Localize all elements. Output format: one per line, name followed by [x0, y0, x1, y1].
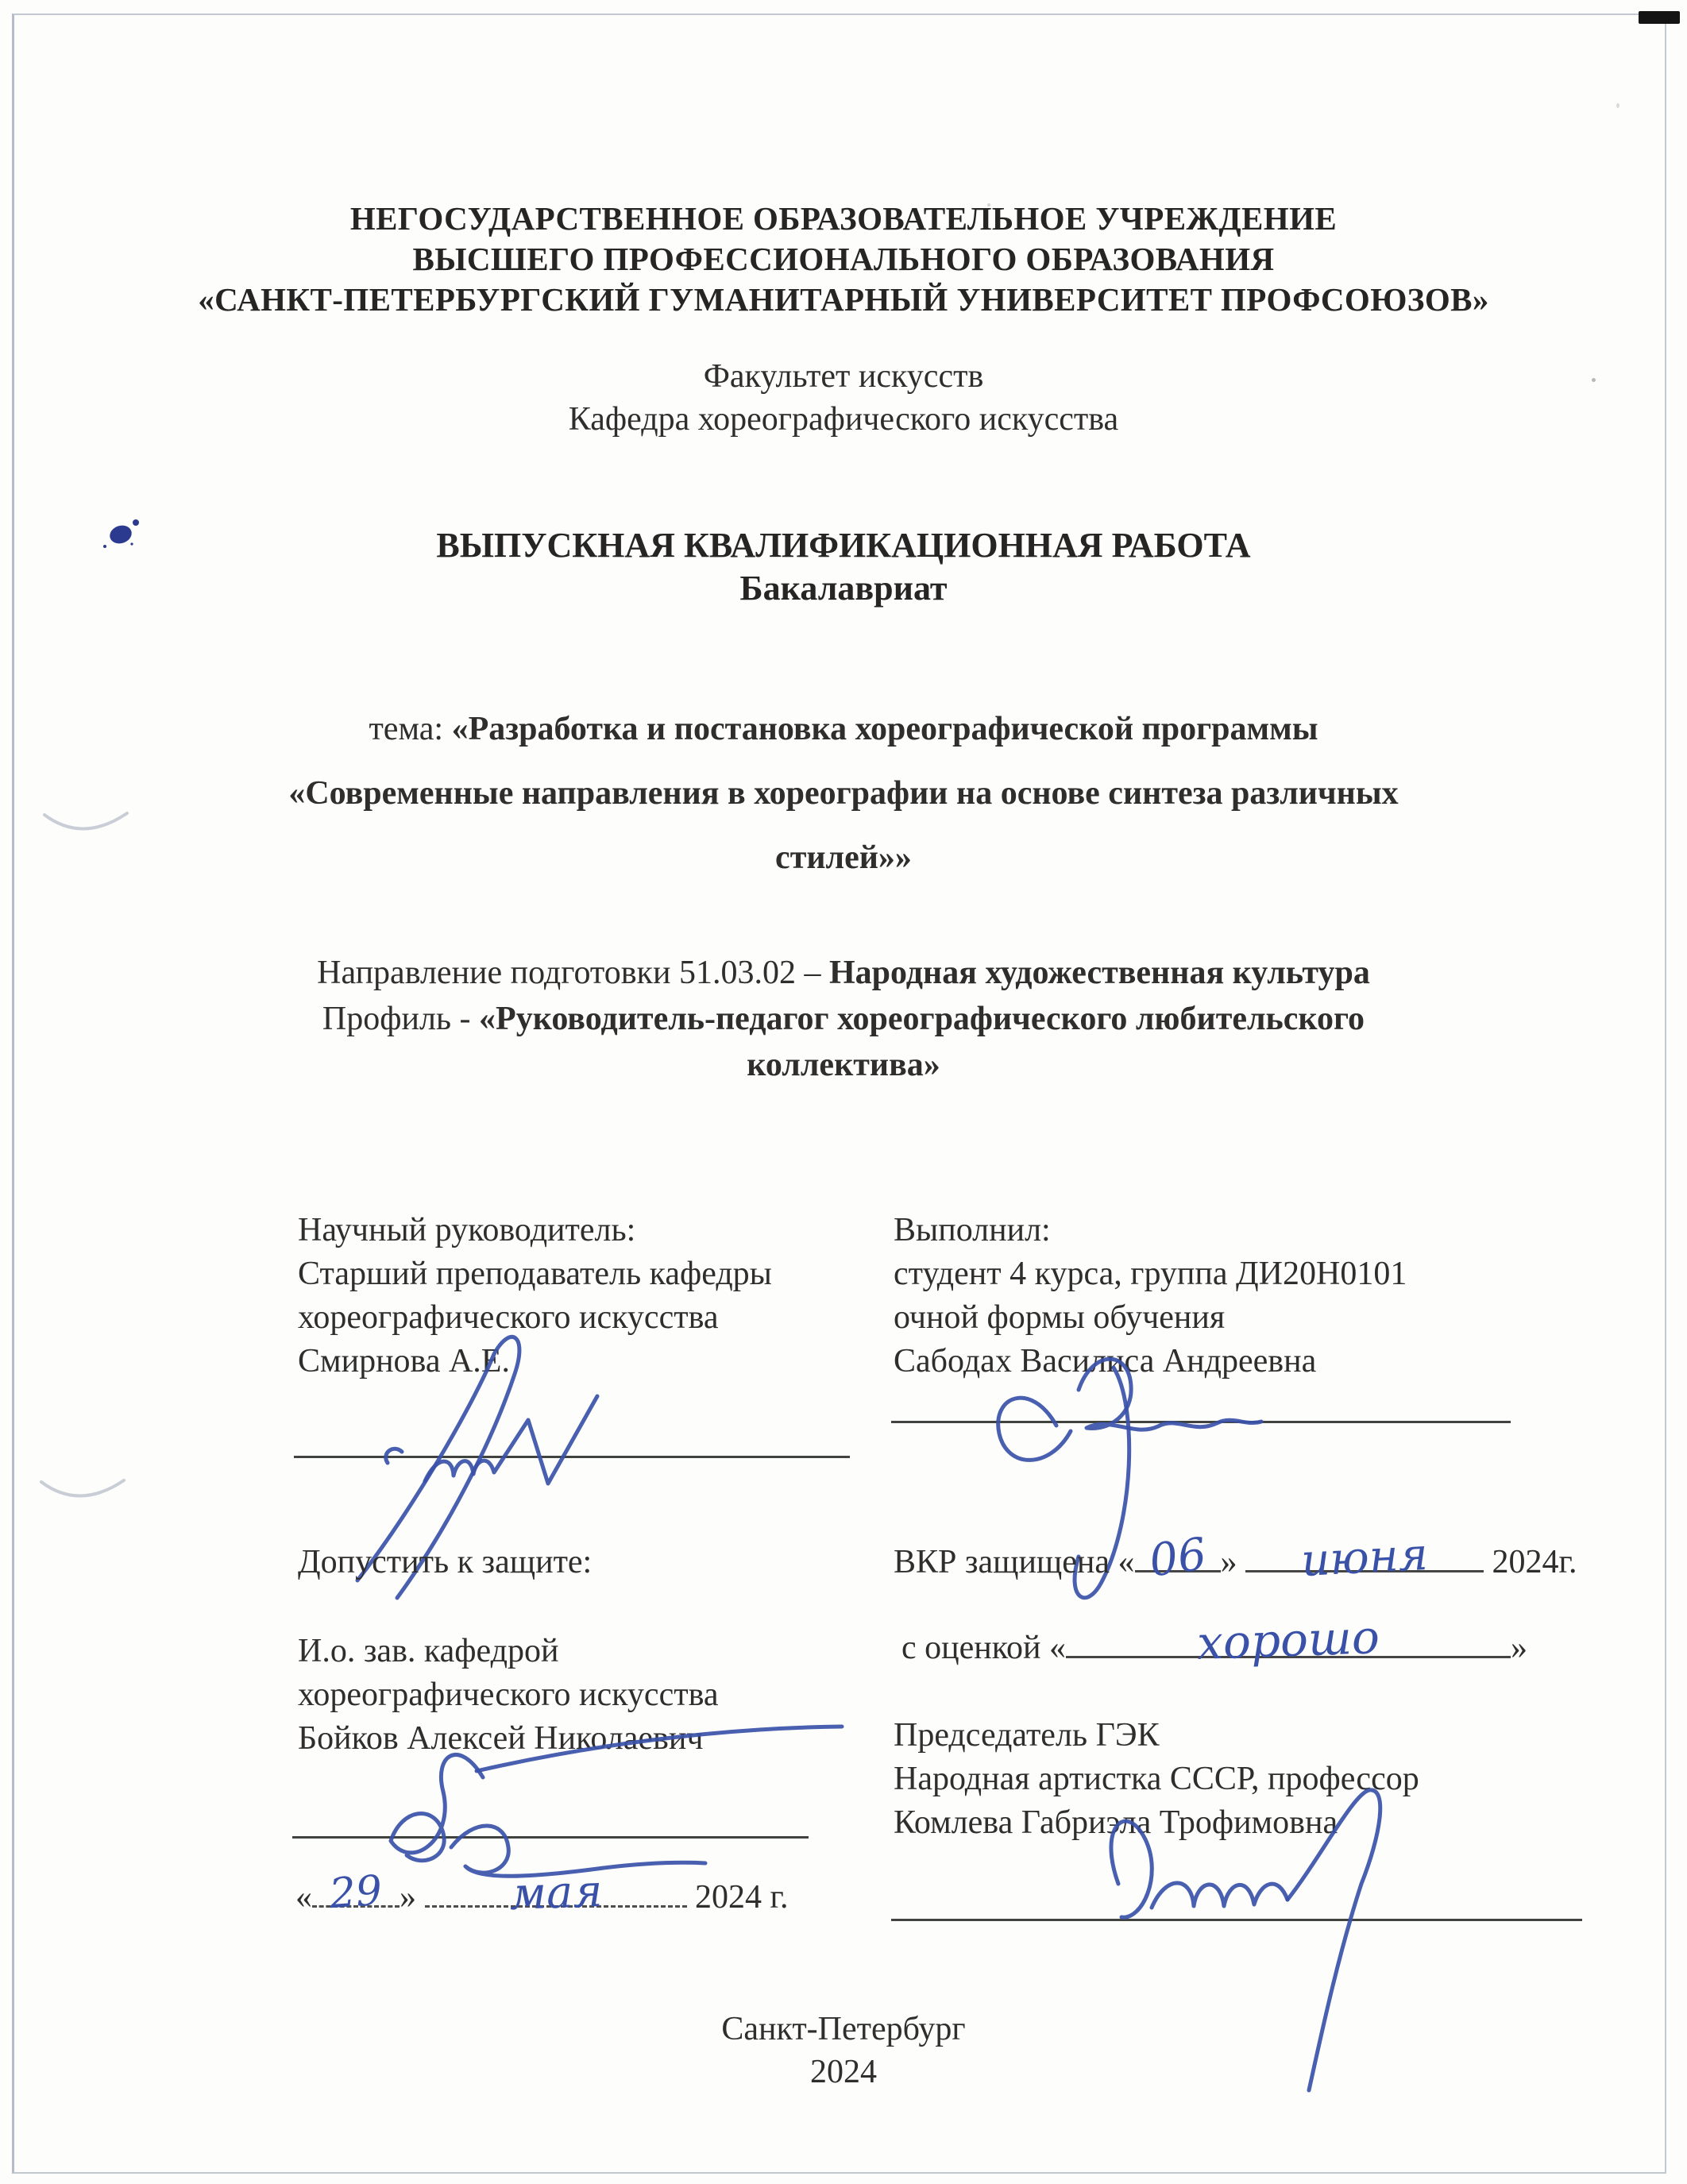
defense-day-handwritten: 06	[1145, 1528, 1210, 1588]
admission-day-blank	[312, 1866, 400, 1919]
date-open-quote: «	[295, 1879, 312, 1916]
grade-label: с оценкой «	[901, 1630, 1066, 1666]
defense-mid: »	[1220, 1544, 1246, 1580]
scan-speck	[1616, 103, 1619, 108]
degree-level: Бакалавриат	[739, 569, 948, 608]
theme-prefix: тема:	[369, 711, 452, 747]
supervisor-name: Смирнова А.Е.	[298, 1343, 510, 1379]
header-line: НЕГОСУДАРСТВЕННОЕ ОБРАЗОВАТЕЛЬНОЕ УЧРЕЖДЕНИЕ	[349, 200, 1338, 237]
admission-date-line	[295, 1865, 789, 1921]
committee-chair-name: Комлева Габриэла Трофимовна	[894, 1804, 1338, 1841]
admission-name: Бойков Алексей Николаевич	[298, 1720, 704, 1757]
supervisor-heading: Научный руководитель:	[298, 1212, 636, 1248]
admission-date-year: 2024 г.	[686, 1879, 789, 1916]
admission-month-blank	[425, 1865, 687, 1921]
profile-line: коллектива»	[747, 1047, 940, 1083]
direction-line	[0, 950, 1687, 996]
admission-month-handwritten: мая	[508, 1865, 604, 1921]
author-study-form: очной формы обучения	[894, 1299, 1226, 1336]
grade-handwritten: хорошо	[1196, 1610, 1380, 1670]
direction-block	[0, 950, 1687, 1088]
department-name: Кафедра хореографического искусства	[568, 401, 1119, 438]
faculty-name: Факультет искусств	[703, 358, 984, 395]
theme-line	[0, 697, 1687, 762]
supervisor-position: хореографического искусства	[298, 1299, 719, 1336]
grade-close: »	[1511, 1630, 1527, 1666]
defense-date-line	[894, 1528, 1577, 1588]
grade-blank	[1066, 1610, 1511, 1670]
theme-title-part: «Разработка и постановка хореографической программы	[451, 711, 1318, 747]
author-heading: Выполнил:	[894, 1212, 1051, 1248]
defense-month-blank	[1245, 1528, 1484, 1588]
author-name: Сабодах Василиса Андреевна	[894, 1343, 1317, 1379]
theme-line: стилей»»	[775, 839, 912, 876]
work-type-block	[0, 524, 1687, 610]
supervisor-position: Старший преподаватель кафедры	[298, 1256, 772, 1292]
work-type-title: ВЫПУСКНАЯ КВАЛИФИКАЦИОННАЯ РАБОТА	[436, 526, 1251, 565]
profile-value: «Руководитель-педагог хореографического любительского	[479, 1001, 1365, 1037]
theme-line: «Современные направления в хореографии на основе синтеза различных	[288, 775, 1399, 812]
scanner-artifact-bar	[1639, 11, 1680, 24]
admission-day-handwritten: 29	[327, 1866, 384, 1919]
profile-label: Профиль -	[322, 1001, 480, 1037]
admission-heading: Допустить к защите:	[298, 1544, 593, 1580]
committee-chair-rank: Народная артистка СССР, профессор	[894, 1761, 1419, 1797]
defense-day-blank	[1135, 1528, 1221, 1588]
direction-label: Направление подготовки 51.03.02 –	[317, 955, 829, 991]
defense-prefix: ВКР защищена «	[894, 1544, 1135, 1580]
admission-position: хореографического искусства	[298, 1677, 719, 1713]
university-header	[0, 199, 1687, 320]
defense-year: 2024г.	[1484, 1544, 1577, 1580]
grade-line	[901, 1610, 1527, 1670]
hole-punch-mark	[35, 1460, 130, 1515]
footer-year: 2024	[810, 2054, 877, 2090]
header-line: ВЫСШЕГО ПРОФЕССИОНАЛЬНОГО ОБРАЗОВАНИЯ	[412, 241, 1275, 277]
defense-month-handwritten: июня	[1299, 1528, 1430, 1588]
profile-line	[0, 996, 1687, 1042]
footer-city: Санкт-Петербург	[721, 2011, 966, 2047]
committee-chair-title: Председатель ГЭК	[894, 1717, 1160, 1754]
date-close-quote: »	[400, 1879, 416, 1916]
header-line: «САНКТ-ПЕТЕРБУРГСКИЙ ГУМАНИТАРНЫЙ УНИВЕРСИТЕТ ПРОФСОЮЗОВ»	[198, 281, 1489, 318]
author-group: студент 4 курса, группа ДИ20Н0101	[894, 1256, 1407, 1292]
footer-block	[0, 2008, 1687, 2093]
theme-block	[0, 697, 1687, 890]
direction-value: Народная художественная культура	[828, 955, 1370, 991]
faculty-block	[0, 355, 1687, 441]
admission-position: И.о. зав. кафедрой	[298, 1633, 559, 1669]
